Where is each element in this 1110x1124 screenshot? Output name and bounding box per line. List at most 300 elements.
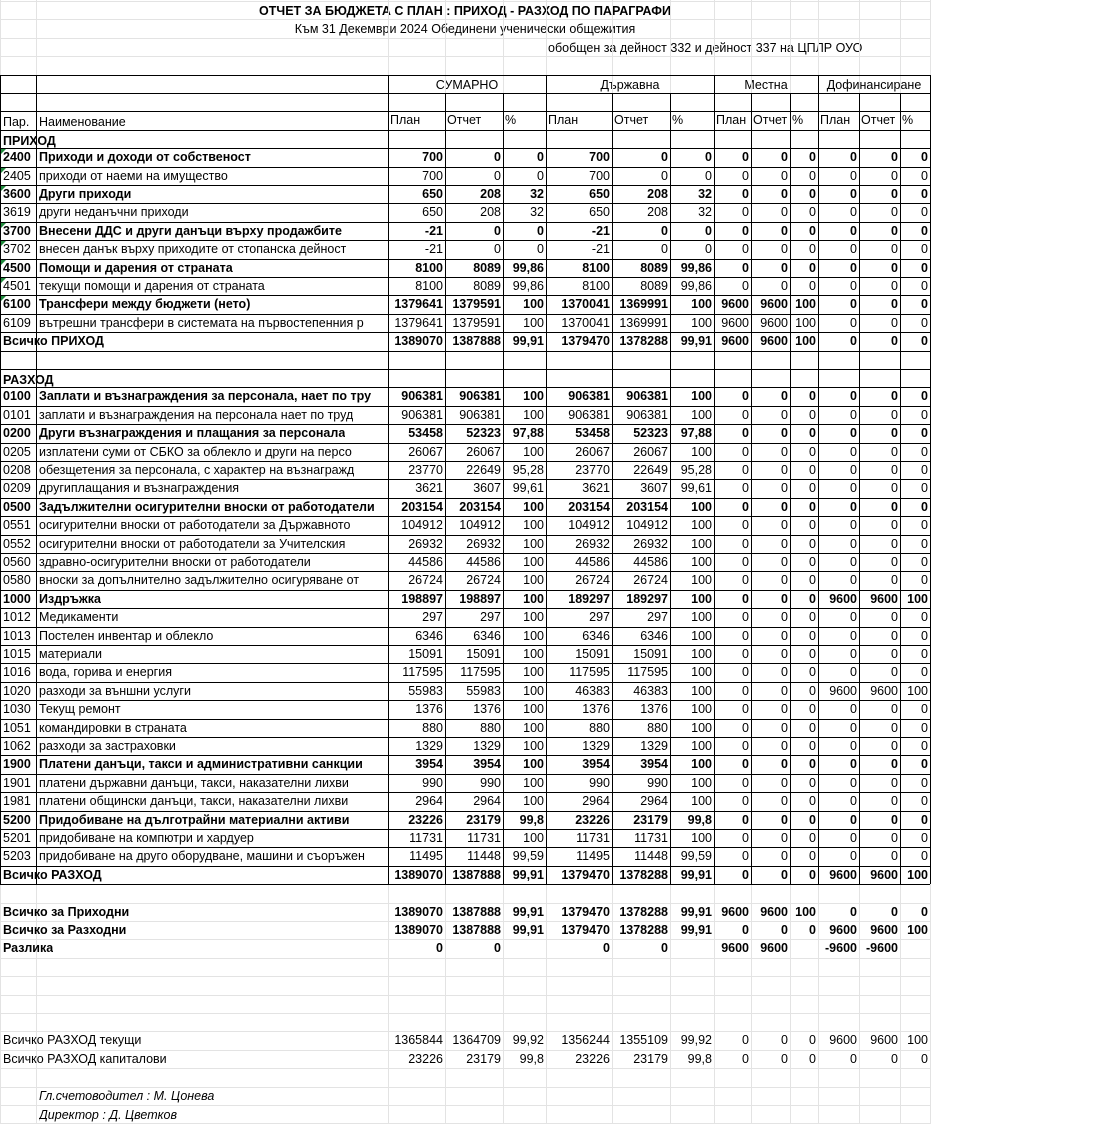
value-cell: 9600	[721, 334, 749, 349]
value-cell: 0	[742, 591, 749, 606]
value-cell: 0	[742, 205, 749, 220]
value-cell: 0	[921, 555, 928, 569]
paragraph-code: 3702	[3, 242, 31, 257]
value-cell: 0	[850, 702, 857, 717]
item-name: другиплащания и възнаграждения	[39, 481, 240, 496]
value-cell: 100	[691, 739, 712, 753]
value-cell: 100	[523, 739, 544, 753]
value-cell: 0	[781, 407, 788, 422]
item-name: Трансфери между бюджети (нето)	[39, 297, 251, 312]
value-cell: 1378288	[619, 923, 668, 937]
item-name: внесен данък върху приходите от стопанска дейност	[39, 242, 347, 257]
value-cell: 0	[537, 168, 544, 183]
value-cell: 0	[781, 739, 788, 753]
paragraph-code: 1016	[3, 665, 31, 680]
value-cell: 0	[809, 683, 816, 698]
value-cell: 189297	[568, 591, 610, 606]
value-cell: 208	[647, 205, 668, 220]
value-cell: 0	[921, 389, 928, 404]
value-cell: -9600	[825, 941, 857, 956]
value-cell: 15091	[633, 647, 668, 661]
value-cell: 0	[742, 555, 749, 569]
value-cell: 0	[921, 426, 928, 441]
value-cell: 0	[661, 168, 668, 183]
value-cell: 0	[850, 775, 857, 790]
value-cell: 0	[921, 187, 928, 201]
value-cell: 0	[921, 260, 928, 275]
value-cell: 104912	[568, 518, 610, 533]
value-cell: 0	[921, 904, 928, 919]
value-cell: 0	[809, 463, 816, 477]
value-cell: 100	[691, 536, 712, 551]
value-cell: 0	[921, 242, 928, 257]
value-cell: 0	[921, 775, 928, 790]
value-cell: 0	[921, 444, 928, 459]
value-cell: 9600	[829, 1033, 857, 1048]
item-name: Всичко за Приходни	[3, 904, 130, 919]
value-cell: 0	[891, 150, 898, 165]
value-cell: 44586	[575, 555, 610, 569]
item-name: вътрешни трансфери в системата на първостепенния р	[39, 315, 364, 330]
value-cell: 650	[589, 187, 610, 201]
value-cell: 8100	[415, 260, 443, 275]
value-cell: 0	[809, 923, 816, 937]
value-cell: 0	[921, 205, 928, 220]
value-cell: 1389070	[394, 334, 443, 349]
table-border-col	[930, 75, 931, 885]
group-header-total: СУМАРНО	[435, 78, 499, 92]
value-cell: 99,8	[687, 812, 712, 827]
value-cell: 3954	[415, 757, 443, 772]
column-header-sub: План	[390, 113, 421, 128]
cell-comment-marker	[1, 260, 6, 265]
value-cell: 0	[742, 223, 749, 238]
value-cell: 0	[494, 242, 501, 257]
value-cell: 99,86	[512, 279, 544, 293]
value-cell: 0	[809, 647, 816, 661]
value-cell: 32	[530, 205, 544, 220]
value-cell: 0	[661, 150, 668, 165]
value-cell: 0	[921, 702, 928, 717]
value-cell: 0	[850, 297, 857, 312]
value-cell: 99,86	[680, 260, 712, 275]
value-cell: 0	[494, 150, 501, 165]
column-header-sub: %	[505, 113, 517, 128]
value-cell: 650	[589, 205, 610, 220]
value-cell: 0	[850, 260, 857, 275]
value-cell: 0	[742, 739, 749, 753]
value-cell: 906381	[568, 407, 610, 422]
value-cell: 1389070	[394, 923, 443, 937]
value-cell: 0	[850, 242, 857, 257]
value-cell: -21	[424, 242, 443, 257]
value-cell: 100	[523, 757, 544, 772]
value-cell: 2964	[582, 794, 610, 809]
value-cell: 26932	[408, 536, 443, 551]
value-cell: 0	[742, 389, 749, 404]
value-cell: 0	[781, 812, 788, 827]
value-cell: 0	[809, 426, 816, 441]
value-cell: 0	[705, 150, 712, 165]
value-cell: 0	[891, 223, 898, 238]
value-cell: 100	[523, 665, 544, 680]
value-cell: 0	[850, 628, 857, 643]
value-cell: 15091	[466, 647, 501, 661]
value-cell: 203154	[401, 499, 443, 514]
value-cell: 0	[850, 757, 857, 772]
value-cell: 100	[691, 573, 712, 588]
value-cell: 0	[781, 720, 788, 735]
value-cell: 0	[850, 849, 857, 864]
value-cell: 99,61	[512, 481, 544, 496]
value-cell: 0	[809, 849, 816, 864]
value-cell: 0	[781, 518, 788, 533]
value-cell: 9600	[760, 315, 788, 330]
value-cell: 100	[691, 389, 712, 404]
paragraph-code: 1013	[3, 628, 31, 643]
value-cell: 100	[691, 775, 712, 790]
value-cell: 906381	[401, 407, 443, 422]
value-cell: 297	[422, 610, 443, 625]
value-cell: 1379591	[452, 297, 501, 312]
value-cell: 0	[781, 849, 788, 864]
value-cell: 100	[907, 591, 928, 606]
value-cell: 100	[907, 923, 928, 937]
value-cell: 0	[781, 610, 788, 625]
value-cell: 0	[809, 702, 816, 717]
value-cell: 0	[494, 223, 501, 238]
value-cell: 0	[850, 168, 857, 183]
value-cell: 0	[921, 463, 928, 477]
value-cell: 0	[742, 499, 749, 514]
value-cell: 0	[850, 481, 857, 496]
value-cell: -21	[591, 242, 610, 257]
value-cell: 100	[691, 665, 712, 680]
item-name: Всичко РАЗХОД	[3, 867, 102, 882]
value-cell: 0	[809, 205, 816, 220]
value-cell: 9600	[870, 1033, 898, 1048]
value-cell: 26724	[575, 573, 610, 588]
value-cell: 0	[494, 941, 501, 956]
value-cell: 8100	[582, 260, 610, 275]
paragraph-code: 0500	[3, 499, 31, 514]
column-header-sub: %	[902, 113, 914, 128]
item-name: разходи за застраховки	[39, 739, 176, 753]
value-cell: 0	[809, 407, 816, 422]
value-cell: 100	[523, 499, 544, 514]
value-cell: 99,91	[680, 867, 712, 882]
item-name: платени общински данъци, такси, наказателни лихви	[39, 794, 349, 809]
value-cell: 0	[742, 610, 749, 625]
value-cell: 15091	[408, 647, 443, 661]
value-cell: 1379470	[561, 904, 610, 919]
value-cell: 0	[809, 794, 816, 809]
value-cell: 100	[907, 867, 928, 882]
item-name: текущи помощи и дарения от страната	[39, 279, 265, 293]
column-header-name: Наименование	[39, 115, 126, 129]
value-cell: 46383	[575, 683, 610, 698]
item-name: Всичко ПРИХОД	[3, 334, 104, 349]
value-cell: 53458	[408, 426, 443, 441]
report-title: ОТЧЕТ ЗА БЮДЖЕТА С ПЛАН : ПРИХОД - РАЗХОД ПО ПАРАГРАФИ	[259, 4, 671, 18]
value-cell: 0	[891, 242, 898, 257]
value-cell: 208	[480, 205, 501, 220]
value-cell: 1329	[415, 739, 443, 753]
value-cell: 0	[742, 518, 749, 533]
value-cell: 0	[891, 444, 898, 459]
value-cell: 0	[781, 536, 788, 551]
item-name: Постелен инвентар и облекло	[39, 628, 214, 643]
value-cell: -21	[424, 223, 443, 238]
value-cell: 0	[661, 242, 668, 257]
paragraph-code: 0551	[3, 518, 31, 533]
paragraph-code: 5203	[3, 849, 31, 864]
item-name: платени държавни данъци, такси, наказателни лихви	[39, 775, 349, 790]
value-cell: 0	[850, 610, 857, 625]
cell-comment-marker	[1, 241, 6, 246]
value-cell: 95,28	[512, 463, 544, 477]
item-name: Придобиване на дълготрайни материални активи	[39, 812, 350, 827]
item-name: Помощи и дарения от страната	[39, 260, 233, 275]
value-cell: 99,91	[680, 904, 712, 919]
value-cell: 23226	[408, 1051, 443, 1066]
section-income: ПРИХОД	[3, 134, 56, 148]
value-cell: 0	[850, 518, 857, 533]
value-cell: 0	[850, 444, 857, 459]
value-cell: 23179	[633, 1051, 668, 1066]
value-cell: 1379641	[394, 315, 443, 330]
value-cell: 906381	[626, 389, 668, 404]
value-cell: 100	[523, 647, 544, 661]
cell-comment-marker	[1, 149, 6, 154]
value-cell: 100	[691, 499, 712, 514]
value-cell: 0	[850, 389, 857, 404]
value-cell: 0	[921, 315, 928, 330]
value-cell: 3607	[640, 481, 668, 496]
value-cell: 1329	[640, 739, 668, 753]
value-cell: 100	[691, 444, 712, 459]
value-cell: 189297	[626, 591, 668, 606]
value-cell: 0	[921, 647, 928, 661]
value-cell: 100	[523, 720, 544, 735]
value-cell: 0	[921, 628, 928, 643]
value-cell: 100	[523, 702, 544, 717]
value-cell: 0	[781, 150, 788, 165]
value-cell: 700	[589, 150, 610, 165]
paragraph-code: 1012	[3, 610, 31, 625]
value-cell: 55983	[408, 683, 443, 698]
value-cell: 1379470	[561, 923, 610, 937]
value-cell: 0	[781, 444, 788, 459]
value-cell: 0	[781, 426, 788, 441]
value-cell: 1364709	[452, 1033, 501, 1048]
value-cell: 0	[781, 389, 788, 404]
paragraph-code: 0208	[3, 463, 31, 477]
value-cell: 297	[589, 610, 610, 625]
value-cell: 6346	[640, 628, 668, 643]
item-name: приходи от наеми на имущество	[39, 168, 228, 183]
value-cell: 11448	[467, 849, 501, 864]
value-cell: 9600	[760, 334, 788, 349]
value-cell: 0	[921, 573, 928, 588]
value-cell: 100	[795, 297, 816, 312]
value-cell: 52323	[466, 426, 501, 441]
value-cell: 0	[891, 739, 898, 753]
value-cell: 0	[891, 536, 898, 551]
value-cell: 26932	[633, 536, 668, 551]
item-name: Задължителни осигурителни вноски от работодатели	[39, 499, 375, 514]
item-name: Приходи и доходи от собственост	[39, 150, 251, 165]
value-cell: 880	[480, 720, 501, 735]
value-cell: 0	[850, 407, 857, 422]
value-cell: 100	[691, 831, 712, 845]
value-cell: 0	[809, 260, 816, 275]
value-cell: 0	[891, 426, 898, 441]
column-header-paragraph: Пар.	[3, 115, 30, 129]
value-cell: 0	[921, 720, 928, 735]
value-cell: 104912	[626, 518, 668, 533]
value-cell: 44586	[466, 555, 501, 569]
value-cell: 0	[809, 187, 816, 201]
value-cell: 0	[742, 867, 749, 882]
value-cell: 906381	[459, 407, 501, 422]
value-cell: 0	[781, 1051, 788, 1066]
value-cell: 0	[891, 260, 898, 275]
paragraph-code: 1030	[3, 702, 31, 717]
item-name: изплатени суми от СБКО за облекло и други на персо	[39, 444, 352, 459]
cell-comment-marker	[1, 168, 6, 173]
value-cell: 22649	[633, 463, 668, 477]
value-cell: 104912	[459, 518, 501, 533]
value-cell: 32	[698, 187, 712, 201]
value-cell: 53458	[575, 426, 610, 441]
paragraph-code: 4501	[3, 279, 31, 293]
value-cell: 100	[795, 334, 816, 349]
value-cell: 0	[921, 739, 928, 753]
value-cell: 1370041	[561, 315, 610, 330]
value-cell: 11495	[576, 849, 610, 864]
value-cell: 0	[809, 444, 816, 459]
value-cell: 0	[809, 757, 816, 772]
paragraph-code: 0101	[3, 407, 31, 422]
item-name: Текущ ремонт	[39, 702, 121, 717]
value-cell: 0	[809, 481, 816, 496]
value-cell: 1387888	[452, 923, 501, 937]
value-cell: 3954	[582, 757, 610, 772]
value-cell: 990	[480, 775, 501, 790]
paragraph-code: 3619	[3, 205, 31, 220]
value-cell: 0	[850, 665, 857, 680]
paragraph-code: 1051	[3, 720, 31, 735]
value-cell: 0	[781, 923, 788, 937]
value-cell: 9600	[870, 923, 898, 937]
value-cell: 9600	[870, 683, 898, 698]
item-name: заплати и възнаграждения на персонала нает по труд	[39, 407, 354, 422]
value-cell: 52323	[633, 426, 668, 441]
value-cell: 100	[523, 297, 544, 312]
value-cell: 0	[809, 518, 816, 533]
value-cell: 1376	[640, 702, 668, 717]
item-name: вноски за допълнително задължително осигуряване от	[39, 573, 360, 588]
paragraph-code: 0560	[3, 555, 31, 569]
column-header-sub: Отчет	[753, 113, 788, 128]
value-cell: -9600	[866, 941, 898, 956]
item-name: обезщетения за персонала, с характер на възнагражд	[39, 463, 355, 477]
item-name: Внесени ДДС и други данъци върху продажбите	[39, 223, 342, 238]
value-cell: 0	[891, 812, 898, 827]
item-name: командировки в страната	[39, 720, 187, 735]
value-cell: 0	[809, 389, 816, 404]
value-cell: 100	[691, 794, 712, 809]
value-cell: 100	[691, 757, 712, 772]
value-cell: 1379591	[452, 315, 501, 330]
value-cell: 0	[891, 205, 898, 220]
value-cell: 8100	[415, 279, 443, 293]
value-cell: 0	[705, 168, 712, 183]
value-cell: 990	[422, 775, 443, 790]
value-cell: 11448	[634, 849, 668, 864]
table-border-row	[0, 884, 930, 885]
value-cell: 0	[850, 536, 857, 551]
cell-comment-marker	[1, 296, 6, 301]
value-cell: 0	[809, 150, 816, 165]
value-cell: 99,8	[519, 812, 544, 827]
value-cell: 650	[422, 205, 443, 220]
value-cell: 0	[781, 794, 788, 809]
value-cell: 100	[523, 794, 544, 809]
value-cell: 100	[691, 610, 712, 625]
value-cell: 100	[691, 591, 712, 606]
value-cell: 0	[781, 223, 788, 238]
value-cell: 0	[781, 242, 788, 257]
value-cell: 0	[850, 739, 857, 753]
value-cell: 0	[921, 610, 928, 625]
value-cell: 1369991	[619, 297, 668, 312]
value-cell: 0	[742, 683, 749, 698]
paragraph-code: 1015	[3, 647, 31, 661]
value-cell: 26067	[633, 444, 668, 459]
value-cell: 0	[921, 812, 928, 827]
value-cell: 117595	[627, 665, 668, 680]
value-cell: 1329	[473, 739, 501, 753]
value-cell: 0	[850, 1051, 857, 1066]
cell-comment-marker	[1, 223, 6, 228]
value-cell: 1379470	[561, 867, 610, 882]
value-cell: 0	[921, 849, 928, 864]
value-cell: 0	[781, 665, 788, 680]
value-cell: 100	[523, 407, 544, 422]
paragraph-code: 0205	[3, 444, 31, 459]
value-cell: 0	[742, 628, 749, 643]
value-cell: 880	[422, 720, 443, 735]
value-cell: 100	[691, 720, 712, 735]
value-cell: 100	[691, 407, 712, 422]
paragraph-code: 0200	[3, 426, 31, 441]
value-cell: 9600	[829, 923, 857, 937]
value-cell: 0	[742, 279, 749, 293]
value-cell: 26067	[575, 444, 610, 459]
value-cell: 9600	[760, 904, 788, 919]
item-name: Всичко РАЗХОД текущи	[3, 1033, 142, 1048]
value-cell: 0	[850, 315, 857, 330]
value-cell: 8089	[640, 279, 668, 293]
paragraph-code: 1901	[3, 775, 31, 790]
item-name: разходи за външни услуги	[39, 683, 191, 698]
value-cell: 0	[661, 223, 668, 238]
value-cell: 0	[537, 242, 544, 257]
value-cell: 100	[523, 389, 544, 404]
value-cell: 1365844	[394, 1033, 443, 1048]
